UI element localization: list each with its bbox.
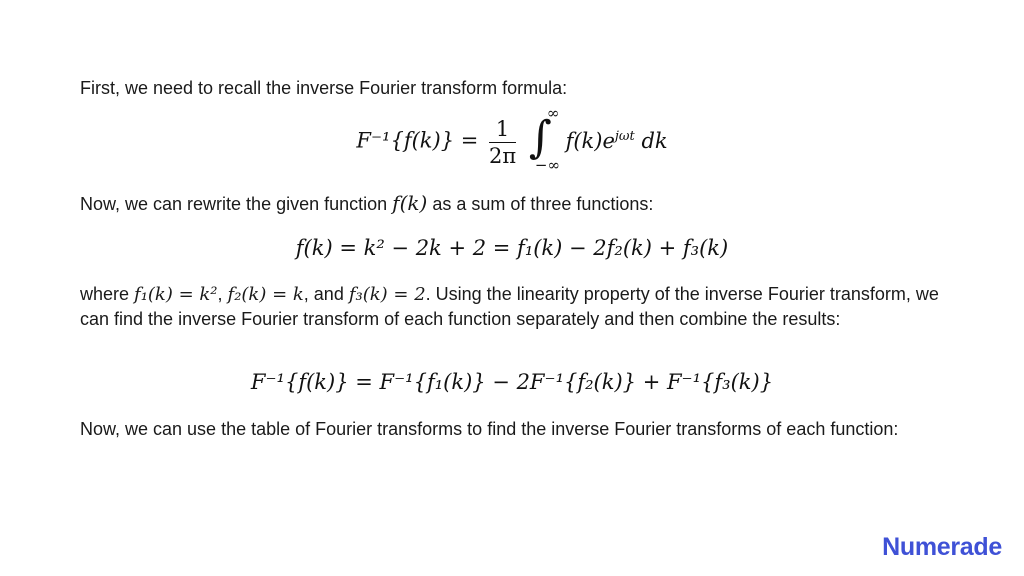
table-paragraph: Now, we can use the table of Fourier transforms to find the inverse Fourier transforms of each function: [80, 419, 899, 439]
integrand-exponent: jωt [614, 128, 635, 144]
f3-definition: f₃(k) = 2 [348, 284, 426, 305]
linearity-text-b: , [217, 284, 228, 304]
inverse-fourier-formula [0, 104, 1024, 174]
integrand-base: f(k)e [565, 128, 615, 153]
numerade-logo: Numerade [882, 533, 1002, 561]
intro-paragraph: First, we need to recall the inverse Fourier transform formula: [80, 78, 568, 98]
rewrite-text-before: Now, we can rewrite the given function [80, 194, 393, 214]
integrand [566, 129, 668, 153]
integral-sign: ∫ ∞ −∞ [528, 104, 560, 174]
linearity-equation: F⁻¹{f(k)} = F⁻¹{f₁(k)} − 2F⁻¹{f₂(k)} + F⁻¹{f₃(k)} [250, 370, 774, 394]
integral-lower-limit: −∞ [534, 156, 560, 174]
rewrite-text-after: as a sum of three functions: [427, 194, 654, 214]
integrand-dk: dk [641, 128, 668, 153]
integral-upper-limit: ∞ [546, 104, 560, 122]
decomposition-equation: f(k) = k² − 2k + 2 = f₁(k) − 2f₂(k) + f₃(k) [295, 236, 729, 260]
linearity-text-a: where [80, 284, 135, 304]
formula-fraction [489, 116, 516, 169]
fraction-denominator: 2π [489, 143, 517, 168]
linearity-paragraph [80, 282, 940, 331]
linearity-text-d: . Using the linearity property of the inverse Fourier transform, we can find the inverse Fourier transform of each function separately and then combine the results: [80, 284, 939, 329]
f2-definition: f₂(k) = k [227, 284, 304, 305]
linearity-text-c: , and [303, 284, 349, 304]
rewrite-function: f(k) [392, 191, 428, 215]
rewrite-paragraph [80, 191, 940, 216]
fraction-numerator: 1 [489, 116, 516, 143]
f1-definition: f₁(k) = k² [134, 284, 218, 305]
formula-lhs: F⁻¹{f(k)} = [356, 128, 479, 153]
